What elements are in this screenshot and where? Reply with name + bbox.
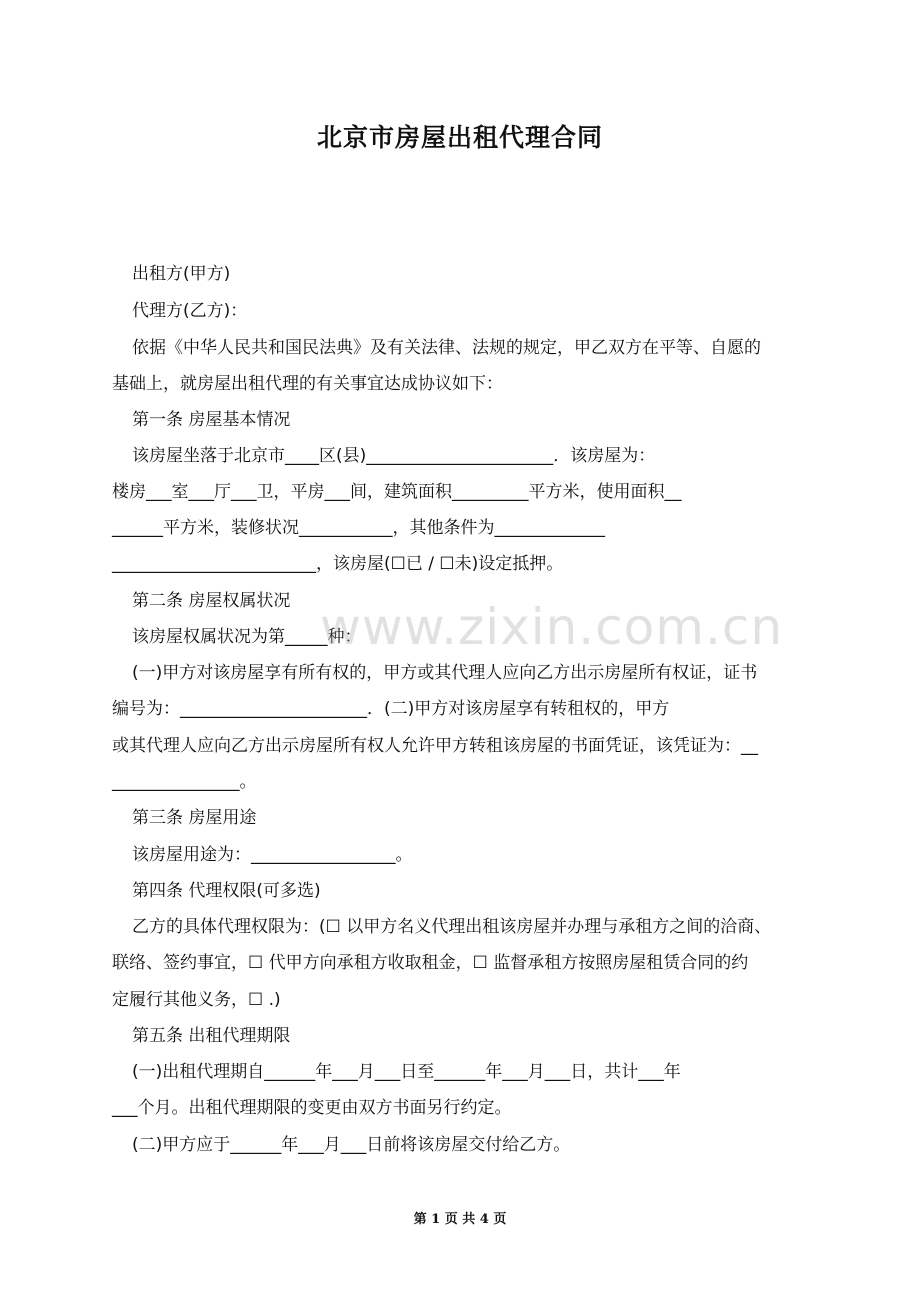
article-5-line-2: ___个月。出租代理期限的变更由双方书面另行约定。 [112, 1098, 512, 1118]
article-2-line-3: 编号为：______________________．(二)甲方对该房屋享有转租权的，甲方 [112, 699, 670, 719]
article-2-line-1: 该房屋权属状况为第_____种： [132, 627, 362, 647]
contract-title: 北京市房屋出租代理合同 [316, 123, 603, 152]
article-4-line-2: 联络、签约事宜，☐ 代甲方向承租方收取租金，☐ 监督承租方按照房屋租赁合同的约 [112, 953, 749, 973]
article-5-line-3: (二)甲方应于______年___月___日前将该房屋交付给乙方。 [132, 1135, 571, 1155]
preamble-line-1: 依据《中华人民共和国民法典》及有关法律、法规的规定，甲乙双方在平等、自愿的 [132, 338, 761, 358]
article-1-line-2: 楼房___室___厅___卫，平房___间，建筑面积_________平方米，使用面积__ [112, 482, 682, 502]
preamble-line-2: 基础上，就房屋出租代理的有关事宜达成协议如下： [112, 374, 503, 394]
article-3-line-1: 该房屋用途为：_________________。 [132, 845, 413, 865]
article-2-line-2: (一)甲方对该房屋享有所有权的，甲方或其代理人应向乙方出示房屋所有权证，证书 [132, 663, 758, 683]
article-5-heading: 第五条 出租代理期限 [132, 1026, 291, 1046]
article-3-heading: 第三条 房屋用途 [132, 808, 257, 828]
article-2-heading: 第二条 房屋权属状况 [132, 591, 291, 611]
article-4-line-3: 定履行其他义务，☐ .) [112, 990, 281, 1010]
article-4-line-1: 乙方的具体代理权限为：(☐ 以甲方名义代理出租该房屋并办理与承租方之间的洽商、 [132, 917, 772, 937]
article-1-line-1: 该房屋坐落于北京市____区(县)______________________．该房屋为： [132, 446, 656, 466]
page-footer: 第 1 页 共 4 页 [413, 1212, 507, 1227]
article-1-line-3: ______平方米，装修状况___________，其他条件为_____________ [112, 518, 605, 538]
article-1-line-4: ________________________，该房屋(☐已 / ☐未)设定抵押。 [112, 554, 564, 574]
article-2-line-5: _______________。 [112, 772, 257, 792]
article-5-line-1: (一)出租代理期自______年___月___日至______年___月___日，共计___年 [132, 1062, 681, 1082]
agent-line: 代理方(乙方)： [132, 301, 248, 321]
article-1-heading: 第一条 房屋基本情况 [132, 410, 291, 430]
article-2-line-4: 或其代理人应向乙方出示房屋所有权人允许甲方转租该房屋的书面凭证，该凭证为：__ [112, 736, 758, 756]
article-4-heading: 第四条 代理权限(可多选) [132, 881, 321, 901]
lessor-line: 出租方(甲方) [132, 264, 231, 284]
watermark: www.zixin.com.cn [320, 598, 784, 656]
